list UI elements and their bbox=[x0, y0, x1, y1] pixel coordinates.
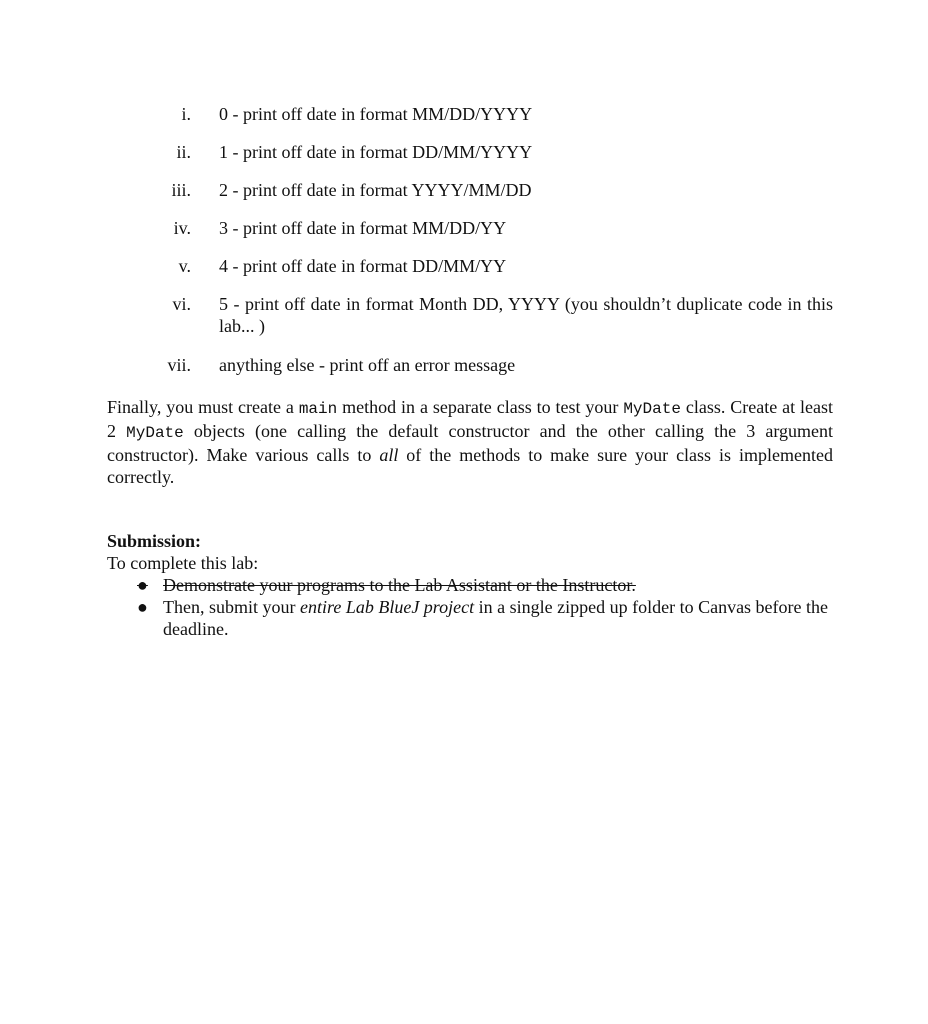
list-item-number: vi. bbox=[172, 294, 191, 314]
list-item bbox=[0, 293, 928, 354]
paragraph-text: of the methods to make sure your class is implemented correctly. bbox=[107, 445, 833, 487]
submission-intro: To complete this lab: bbox=[107, 553, 259, 573]
list-item bbox=[0, 217, 928, 255]
list-item-number: i. bbox=[181, 104, 191, 124]
list-item bbox=[0, 179, 928, 217]
emphasis-project: entire Lab BlueJ project bbox=[300, 597, 475, 617]
list-item-number: vii. bbox=[167, 355, 191, 375]
paragraph-text: method in a separate class to test your bbox=[337, 397, 624, 417]
list-item-number: ii. bbox=[176, 142, 191, 162]
paragraph-text: Finally, you must create a bbox=[107, 397, 299, 417]
list-item-number: iii. bbox=[171, 180, 191, 200]
finally-paragraph bbox=[107, 396, 833, 488]
list-item bbox=[107, 596, 833, 640]
list-item-number: iv. bbox=[173, 218, 191, 238]
code-mydate: MyDate bbox=[623, 400, 681, 418]
emphasis-all: all bbox=[379, 445, 399, 465]
list-item bbox=[107, 574, 833, 596]
list-item-text: 4 - print off date in format DD/MM/YY bbox=[219, 256, 507, 276]
list-item-text: 2 - print off date in format YYYY/MM/DD bbox=[219, 180, 532, 200]
list-item bbox=[0, 141, 928, 179]
bullet-icon: ● bbox=[137, 597, 148, 617]
list-item-text: 0 - print off date in format MM/DD/YYYY bbox=[219, 104, 533, 124]
bullet-icon: ● bbox=[137, 575, 148, 595]
code-main: main bbox=[298, 400, 338, 418]
paragraph-text: objects (one calling the default constructor and the other calling the 3 argument constructor). Make various calls to bbox=[107, 421, 833, 465]
list-item-text: 5 - print off date in format Month DD, YYYY (you shouldn’t duplicate code in this lab... ) bbox=[219, 294, 833, 336]
list-item-text: 3 - print off date in format MM/DD/YY bbox=[219, 218, 507, 238]
submission-heading: Submission: bbox=[107, 531, 202, 551]
step-text: in a single zipped up folder to Canvas before the deadline. bbox=[163, 597, 829, 639]
code-mydate: MyDate bbox=[126, 424, 184, 442]
list-item-text: 1 - print off date in format DD/MM/YYYY bbox=[219, 142, 533, 162]
paragraph-text: class. Create at least 2 bbox=[107, 397, 833, 441]
format-options-list bbox=[0, 103, 928, 392]
list-item bbox=[0, 354, 928, 392]
list-item bbox=[0, 103, 928, 141]
list-item-text: anything else - print off an error message bbox=[219, 355, 516, 375]
step-text: Then, submit your bbox=[163, 597, 300, 617]
struck-step-text: Demonstrate your programs to the Lab Assistant or the Instructor. bbox=[163, 575, 636, 595]
submission-steps-list bbox=[107, 574, 833, 640]
list-item bbox=[0, 255, 928, 293]
list-item-number: v. bbox=[178, 256, 191, 276]
